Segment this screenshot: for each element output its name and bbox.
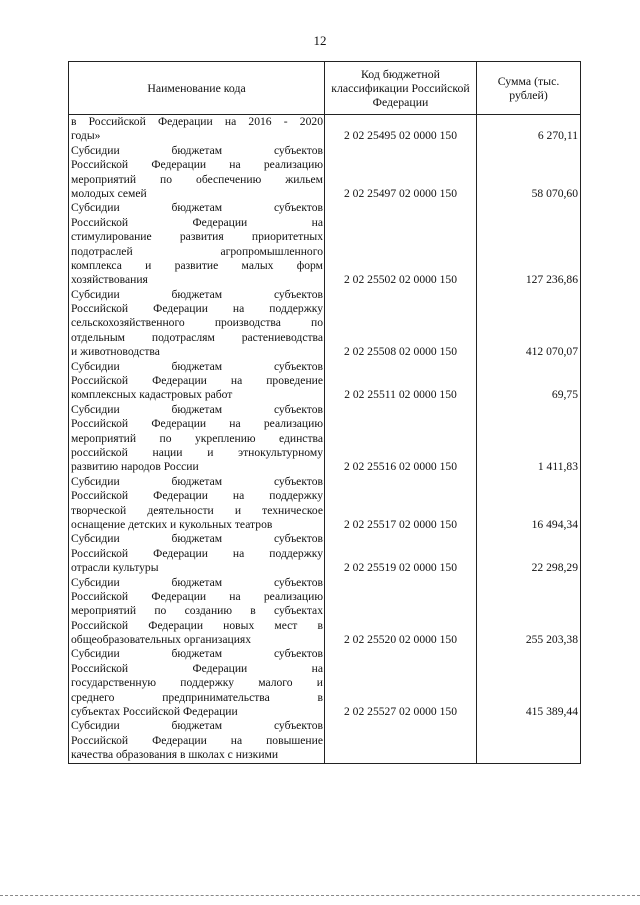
row-budget-code: 2 02 25527 02 0000 150 (325, 647, 477, 719)
table-row (69, 288, 581, 360)
row-code-name-line: мероприятий по укреплению единства (71, 431, 323, 445)
row-code-name-line: российской нации и этнокультурному (71, 445, 323, 459)
row-sum: 415 389,44 (477, 647, 581, 719)
row-sum: 6 270,11 (477, 115, 581, 144)
row-code-name-line: Субсидии бюджетам субъектов (71, 201, 323, 215)
row-budget-code (325, 719, 477, 763)
row-code-name (69, 360, 325, 403)
row-budget-code: 2 02 25502 02 0000 150 (325, 201, 477, 287)
row-code-name-line: оснащение детских и кукольных театров (71, 517, 273, 531)
header-sum: Сумма (тыс. рублей) (477, 62, 581, 115)
row-code-name-line: в Российской Федерации на 2016 - 2020 (71, 115, 323, 128)
table-row (69, 719, 581, 763)
row-sum: 58 070,60 (477, 144, 581, 202)
row-code-name-line: Субсидии бюджетам субъектов (71, 359, 323, 373)
row-sum: 412 070,07 (477, 288, 581, 360)
header-code-name: Наименование кода (69, 62, 325, 115)
row-code-name (69, 115, 325, 144)
table-row (69, 201, 581, 287)
row-code-name-line: и животноводства (71, 345, 160, 359)
row-sum: 1 411,83 (477, 403, 581, 475)
row-budget-code: 2 02 25497 02 0000 150 (325, 144, 477, 202)
row-code-name-line: Субсидии бюджетам субъектов (71, 532, 323, 546)
row-code-name-line: среднего предпринимательства в (71, 690, 323, 704)
row-code-name-line: Субсидии бюджетам субъектов (71, 402, 323, 416)
row-code-name (69, 201, 325, 287)
table-row (69, 532, 581, 575)
row-sum: 16 494,34 (477, 475, 581, 533)
row-code-name-line: субъектах Российской Федерации (71, 705, 238, 719)
table-row (69, 115, 581, 144)
row-sum: 127 236,86 (477, 201, 581, 287)
row-code-name-line: годы» (71, 129, 101, 143)
row-code-name (69, 576, 325, 648)
row-code-name-line: Субсидии бюджетам субъектов (71, 719, 323, 733)
table-row (69, 576, 581, 648)
row-code-name (69, 719, 325, 763)
row-code-name-line: молодых семей (71, 186, 147, 200)
row-code-name-line: отдельным подотраслям растениеводства (71, 330, 323, 344)
row-code-name-line: Российской Федерации на (71, 661, 323, 675)
row-code-name-line: Субсидии бюджетам субъектов (71, 575, 323, 589)
row-code-name-line: Российской Федерации на повышение (71, 733, 323, 747)
row-code-name-line: Субсидии бюджетам субъектов (71, 287, 323, 301)
row-code-name-line: стимулирование развития приоритетных (71, 230, 323, 244)
row-code-name-line: Российской Федерации на реализацию (71, 158, 323, 172)
table-row (69, 647, 581, 719)
row-code-name-line: комплексных кадастровых работ (71, 388, 233, 402)
budget-table (68, 61, 581, 764)
row-code-name (69, 532, 325, 575)
budget-table-container (68, 61, 580, 764)
row-sum: 255 203,38 (477, 576, 581, 648)
row-code-name-line: Субсидии бюджетам субъектов (71, 474, 323, 488)
table-body (69, 115, 581, 764)
row-code-name-line: Российской Федерации на поддержку (71, 489, 323, 503)
table-row (69, 144, 581, 202)
row-code-name-line: мероприятий по обеспечению жильем (71, 172, 323, 186)
table-row (69, 360, 581, 403)
row-budget-code: 2 02 25495 02 0000 150 (325, 115, 477, 144)
row-code-name-line: Российской Федерации новых мест в (71, 618, 323, 632)
row-code-name (69, 475, 325, 533)
page-number: 12 (313, 33, 327, 48)
header-budget-code: Код бюджетной классификации Российской Федерации (325, 62, 477, 115)
row-code-name-line: общеобразовательных организациях (71, 633, 252, 647)
row-code-name (69, 288, 325, 360)
row-code-name-line: сельскохозяйственного производства по (71, 316, 323, 330)
row-code-name-line: Российской Федерации на проведение (71, 374, 323, 388)
table-row (69, 403, 581, 475)
row-code-name (69, 403, 325, 475)
table-row (69, 475, 581, 533)
row-budget-code: 2 02 25511 02 0000 150 (325, 360, 477, 403)
table-header-row (69, 62, 581, 115)
row-code-name-line: подотраслей агропромышленного (71, 244, 323, 258)
row-code-name-line: хозяйствования (71, 273, 148, 287)
row-code-name-line: Российской Федерации на поддержку (71, 546, 323, 560)
row-code-name (69, 647, 325, 719)
row-code-name (69, 144, 325, 202)
row-budget-code: 2 02 25508 02 0000 150 (325, 288, 477, 360)
row-budget-code: 2 02 25516 02 0000 150 (325, 403, 477, 475)
row-budget-code: 2 02 25520 02 0000 150 (325, 576, 477, 648)
row-code-name-line: комплекса и развитие малых форм (71, 258, 323, 272)
row-code-name-line: Российской Федерации на поддержку (71, 302, 323, 316)
row-sum (477, 719, 581, 763)
row-sum: 22 298,29 (477, 532, 581, 575)
row-code-name-line: Российской Федерации на реализацию (71, 417, 323, 431)
row-code-name-line: творческой деятельности и техническое (71, 503, 323, 517)
row-code-name-line: качества образования в школах с низкими (71, 748, 279, 762)
row-budget-code: 2 02 25517 02 0000 150 (325, 475, 477, 533)
row-code-name-line: мероприятий по созданию в субъектах (71, 604, 323, 618)
row-budget-code: 2 02 25519 02 0000 150 (325, 532, 477, 575)
row-code-name-line: государственную поддержку малого и (71, 676, 323, 690)
row-code-name-line: Российской Федерации на реализацию (71, 589, 323, 603)
row-code-name-line: Субсидии бюджетам субъектов (71, 647, 323, 661)
row-code-name-line: развитию народов России (71, 460, 199, 474)
row-code-name-line: Субсидии бюджетам субъектов (71, 143, 323, 157)
row-code-name-line: отрасли культуры (71, 561, 159, 575)
page-bottom-rule (0, 895, 640, 896)
row-sum: 69,75 (477, 360, 581, 403)
row-code-name-line: Российской Федерации на (71, 215, 323, 229)
